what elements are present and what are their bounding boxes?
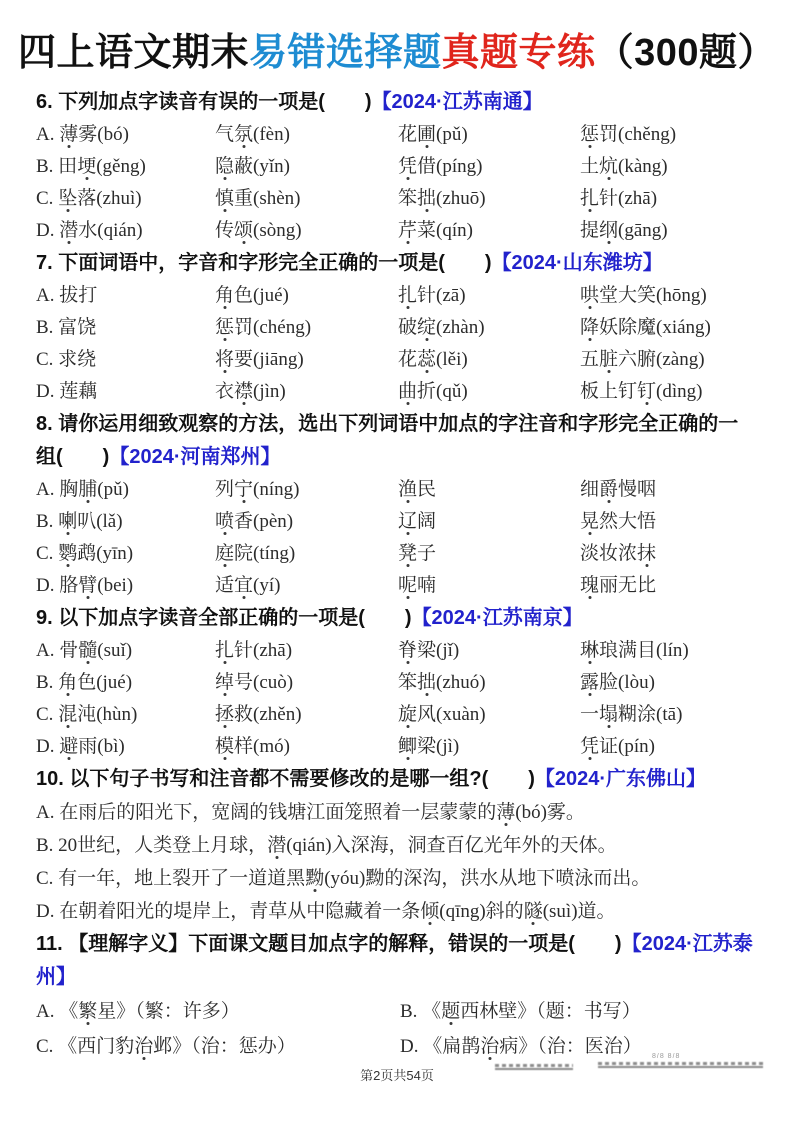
option-cell: 拯救(zhěn) [215,704,302,725]
option-cell: C. 坠落(zhuì) [36,188,142,209]
option-cell: 一塌糊涂(tā) [580,704,683,725]
option-sentence: C. 有一年，地上裂开了一道道黑黝(yóu)黝的深沟，洪水从地下喷泳而出。 [36,868,651,889]
option-cell: 花圃(pǔ) [398,124,468,145]
option-cell: 笨拙(zhuó) [398,672,486,693]
option-cell: 列宁(níng) [215,479,300,500]
question-prompt [36,86,758,119]
redacted-scribble [495,1064,573,1071]
option-cell: 细爵慢咽 [580,479,657,500]
title-segment-red: 真题专练 [441,32,596,74]
option-cell: 曲折(qǔ) [398,381,468,402]
question-11 [36,928,758,1064]
option-sentence: B. 20世纪，人类登上月球，潜(qián)入深海，洞查百亿光年外的天体。 [36,835,617,856]
question-prompt [36,408,758,474]
option-cell: 哄堂大笑(hōng) [580,285,707,306]
option-cell: 气氛(fèn) [215,124,290,145]
option-cell: 瑰丽无比 [580,575,657,596]
question-prompt-text: 8. 请你运用细致观察的方法，选出下列词语中加点的字注音和字形完全正确的一组( ) [36,413,739,468]
question-prompt-text: 7. 下面词语中，字音和字形完全正确的一项是( ) [36,252,492,274]
option-cell: 琳琅满目(lín) [580,640,689,661]
option-cell: 慎重(shèn) [215,188,301,209]
question-7 [36,247,758,408]
option-cell: B. 喇叭(lǎ) [36,511,123,532]
title-segment-black-2: （300题） [595,32,776,74]
question-prompt [36,247,758,280]
question-source-tag: 【2024·江苏泰州】 [36,933,753,988]
option-cell: 凭借(píng) [398,156,483,177]
option-cell: 凳子 [398,543,437,564]
option-cell: 芹菜(qín) [398,220,473,241]
question-source-tag: 【2024·广东佛山】 [534,768,707,790]
question-prompt [36,928,758,994]
option-cell: 降妖除魔(xiáng) [580,317,711,338]
question-source-tag: 【2024·河南郑州】 [109,446,281,468]
option-cell: 适宜(yí) [215,575,281,596]
option-cell: 角色(jué) [215,285,289,306]
option-cell: A. 骨髓(suǐ) [36,640,133,661]
title-segment-blue: 易错选择题 [249,32,442,74]
option-cell: D. 《扁鹊治病》（治：医治） [400,1036,642,1057]
question-prompt [36,602,758,635]
option-cell: 模样(mó) [215,736,290,757]
option-cell: 淡妆浓抹 [580,543,657,564]
option-cell: 凭证(pín) [580,736,655,757]
option-cell: B. 田埂(gěng) [36,156,146,177]
option-cell: C. 求绕 [36,349,97,370]
option-cell: 扎针(zā) [398,285,466,306]
option-cell: 晃然大悟 [580,511,657,532]
option-cell: 绰号(cuò) [215,672,294,693]
option-cell: 土炕(kàng) [580,156,668,177]
option-cell: 将要(jiāng) [215,349,304,370]
redacted-scribble [598,1062,763,1069]
question-source-tag: 【2024·山东潍坊】 [491,252,663,274]
title-segment-black-1: 四上语文期末 [18,32,250,74]
options-grid [36,474,758,602]
option-cell: A. 拔打 [36,285,98,306]
option-cell: B. 《题西林壁》（题：书写） [400,1001,641,1022]
option-cell: 笨拙(zhuō) [398,188,486,209]
question-10 [36,763,758,928]
question-prompt-text: 6. 下列加点字读音有误的一项是( ) [36,91,372,113]
option-cell: 露脸(lòu) [580,672,655,693]
question-prompt-text: 9. 以下加点字读音全部正确的一项是( ) [36,607,412,629]
options-list [36,796,758,928]
question-prompt-text: 10. 以下句子书写和注音都不需要修改的是哪一组?( ) [36,768,535,790]
option-cell: 板上钉钉(dìng) [580,381,703,402]
option-cell: A. 《繁星》（繁：许多） [36,1001,240,1022]
option-cell: C. 《西门豹治邺》（治：惩办） [36,1036,296,1057]
option-cell: 渔民 [398,479,437,500]
option-cell: B. 富饶 [36,317,97,338]
questions-area [0,86,794,1064]
options-grid [36,280,758,408]
option-cell: D. 潜水(qián) [36,220,143,241]
option-cell: 旋风(xuàn) [398,704,486,725]
question-source-tag: 【2024·江苏南京】 [411,607,583,629]
option-cell: 呢喃 [398,575,437,596]
option-cell: 扎针(zhā) [215,640,293,661]
question-prompt-text: 11. 【理解字义】下面课文题目加点字的解释，错误的一项是( ) [36,933,622,955]
option-cell: 花蕊(lěi) [398,349,468,370]
question-prompt [36,763,758,796]
option-cell: 五脏六腑(zàng) [580,349,705,370]
options-grid [36,635,758,763]
option-cell: C. 混沌(hùn) [36,704,138,725]
question-6 [36,86,758,247]
option-sentence: A. 在雨后的阳光下，宽阔的钱塘江面笼照着一层蒙蒙的薄(bó)雾。 [36,802,585,823]
option-cell: 惩罚(chéng) [215,317,312,338]
option-cell: 隐蔽(yǐn) [215,156,290,177]
question-source-tag: 【2024·江苏南通】 [371,91,543,113]
option-cell: D. 胳臂(bei) [36,575,134,596]
option-cell: 传颂(sòng) [215,220,302,241]
option-cell: C. 鹦鹉(yīn) [36,543,134,564]
option-cell: 喷香(pèn) [215,511,294,532]
option-cell: 衣襟(jìn) [215,381,286,402]
options-grid [36,994,758,1064]
option-cell: 辽阔 [398,511,437,532]
option-cell: D. 莲藕 [36,381,98,402]
corner-note: 8/8 8/8 [652,1053,681,1060]
option-cell: 提纲(gāng) [580,220,668,241]
option-cell: A. 胸脯(pǔ) [36,479,129,500]
option-cell: 破绽(zhàn) [398,317,485,338]
page-number: 第2页共54页 [360,1068,434,1083]
option-cell: 鲫梁(jì) [398,736,460,757]
question-8 [36,408,758,602]
option-cell: B. 角色(jué) [36,672,133,693]
option-sentence: D. 在朝着阳光的堤岸上，青草从中隐藏着一条倾(qīng)斜的隧(suì)道。 [36,901,616,922]
option-cell: 扎针(zhā) [580,188,658,209]
option-cell: D. 避雨(bì) [36,736,125,757]
options-grid [36,119,758,247]
option-cell: 庭院(tíng) [215,543,296,564]
question-9 [36,602,758,763]
option-cell: 脊梁(jǐ) [398,640,460,661]
page-title [0,30,794,76]
option-cell: 惩罚(chěng) [580,124,677,145]
option-cell: A. 薄雾(bó) [36,124,129,145]
